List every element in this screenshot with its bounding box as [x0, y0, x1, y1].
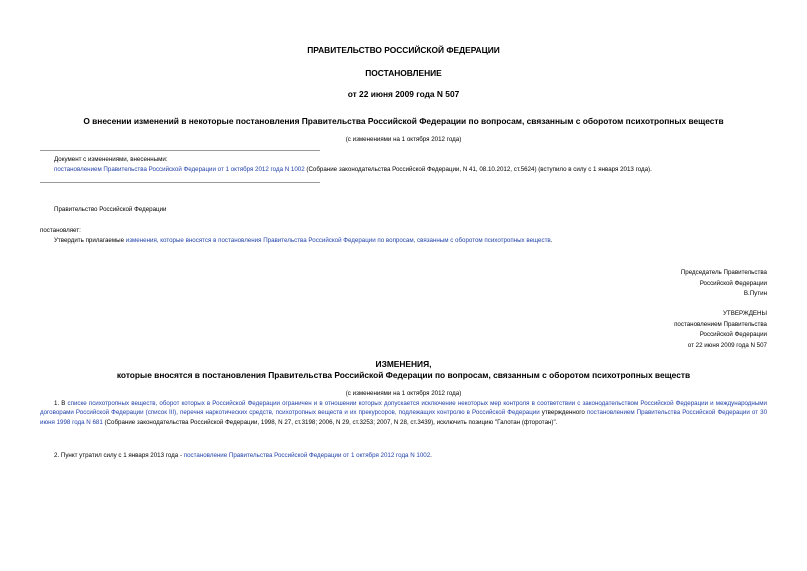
- approved-date: от 22 июня 2009 года N 507: [687, 341, 767, 349]
- bottom-divider: [40, 182, 320, 183]
- edition-note: (с изменениями на 1 октября 2012 года): [345, 136, 462, 143]
- changes-subtitle: которые вносятся в постановления Правительства Российской Федерации по вопросам, связанным с оборотом психотропных веществ: [116, 370, 691, 380]
- item2-prefix: 2. Пункт утратил силу с 1 января 2013 года -: [54, 452, 184, 459]
- document-type: ПОСТАНОВЛЕНИЕ: [365, 68, 442, 78]
- amendments-entry: [54, 166, 652, 173]
- item1-prefix: 1. В: [54, 400, 68, 407]
- document-title: О внесении изменений в некоторые постановления Правительства Российской Федерации по вопросам, связанным с оборотом психотропных веществ: [83, 116, 724, 126]
- signature-block: [681, 268, 767, 300]
- amendment-details: (Собрание законодательства Российской Федерации, N 41, 08.10.2012, ст.5624) (вступило в силу с 1 января 2013 года).: [304, 166, 652, 173]
- top-divider: [40, 150, 320, 151]
- changes-edition-note: (с изменениями на 1 октября 2012 года): [345, 390, 462, 397]
- change-item-2: [54, 452, 432, 459]
- approved-label: УТВЕРЖДЕНЫ: [723, 310, 767, 317]
- psychotropic-list-link[interactable]: списке психотропных веществ, оборот которых в Российской Федерации ограничен и в отношении которых допускается исключение некоторых мер контроля в соответствии с законодательством Российской Федерации и международными договорами Российской Федерации (список III), перечня наркотических средств, психотропных веществ и их прекурсоров, подлежащих контролю в Российской Федерации: [40, 400, 767, 417]
- issuer-text: Правительство Российской Федерации: [54, 206, 167, 213]
- amendment-link[interactable]: постановлением Правительства Российской Федерации от 1 октября 2012 года N 1002: [54, 166, 305, 173]
- approve-paragraph: [54, 237, 552, 244]
- signature-name: В.Путин: [743, 290, 767, 297]
- approved-by: постановлением Правительства: [674, 320, 767, 328]
- approved-changes-link[interactable]: изменения, которые вносятся в постановления Правительства Российской Федерации по вопросам, связанным с оборотом психотропных веществ: [125, 237, 551, 244]
- government-heading: ПРАВИТЕЛЬСТВО РОССИЙСКОЙ ФЕДЕРАЦИИ: [307, 45, 500, 55]
- approve-prefix: Утвердить прилагаемые: [54, 237, 126, 244]
- approved-org: Российской Федерации: [699, 331, 767, 338]
- item1-suffix: (Собрание законодательства Российской Федерации, 1998, N 27, ст.3198; 2006, N 29, ст.3253; 2007, N 28, ст.3439), исключить позицию "Галотан (фторотан)".: [102, 418, 558, 426]
- amendments-label: Документ с изменениями, внесенными:: [54, 156, 168, 163]
- decree-681-link[interactable]: постановлением Правительства Российской Федерации от 30 июня 1998 года N 681: [40, 409, 768, 426]
- decree-1002-link[interactable]: постановление Правительства Российской Федерации от 1 октября 2012 года N 1002: [183, 452, 431, 459]
- approved-block: [674, 309, 767, 351]
- signature-org: Российской Федерации: [699, 279, 767, 287]
- item1-middle: утвержденного: [539, 409, 587, 417]
- decrees-text: постановляет:: [40, 227, 81, 234]
- item2-suffix: .: [430, 452, 432, 459]
- change-item-1: [40, 399, 767, 427]
- changes-title: ИЗМЕНЕНИЯ,: [375, 359, 432, 369]
- document-date-number: от 22 июня 2009 года N 507: [347, 89, 460, 99]
- signature-title: Председатель Правительства: [680, 269, 767, 276]
- approve-suffix: .: [550, 237, 553, 244]
